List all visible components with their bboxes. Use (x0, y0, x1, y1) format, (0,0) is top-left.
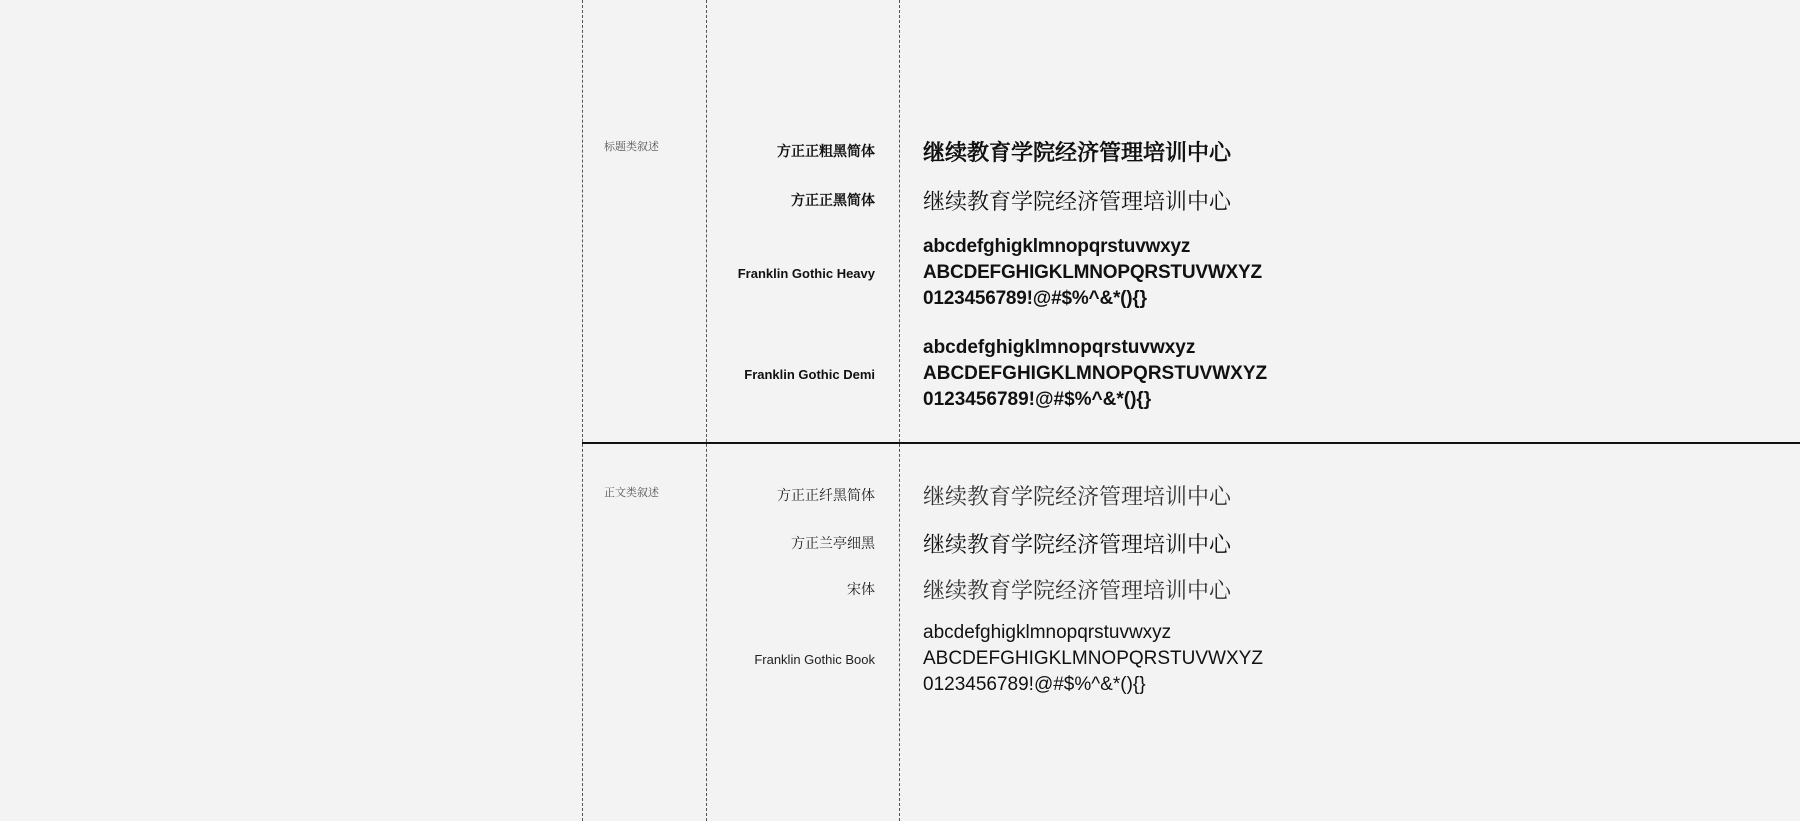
font-name-franklin-gothic-demi: Franklin Gothic Demi (744, 367, 875, 382)
font-sample-franklin-gothic-heavy (923, 234, 1262, 312)
font-sample-songti: 继续教育学院经济管理培训中心 (923, 579, 1232, 604)
font-sample-franklin-gothic-book (923, 620, 1263, 698)
sample-digits-symbols: 0123456789!@#$%^&*(){} (923, 288, 1147, 309)
font-sample-fangzheng-zhengxianhei: 继续教育学院经济管理培训中心 (923, 485, 1232, 510)
font-name-fangzheng-zhengcuhei: 方正正粗黑简体 (777, 144, 875, 160)
font-name-fangzheng-lantingxihei: 方正兰亭细黑 (791, 536, 875, 552)
font-sample-fangzheng-lantingxihei: 继续教育学院经济管理培训中心 (923, 533, 1232, 558)
font-name-songti: 宋体 (847, 582, 875, 598)
sample-uppercase: ABCDEFGHIGKLMNOPQRSTUVWXYZ (923, 262, 1262, 283)
column-divider-3 (899, 0, 900, 821)
sample-lowercase: abcdefghigklmnopqrstuvwxyz (923, 337, 1196, 358)
section-label-title-fonts: 标题类叙述 (604, 140, 659, 153)
column-divider-1 (582, 0, 583, 821)
sample-digits-symbols: 0123456789!@#$%^&*(){} (923, 674, 1146, 695)
font-sample-fangzheng-zhengcuhei: 继续教育学院经济管理培训中心 (923, 141, 1232, 166)
section-label-body-fonts: 正文类叙述 (604, 486, 659, 499)
sample-uppercase: ABCDEFGHIGKLMNOPQRSTUVWXYZ (923, 648, 1263, 669)
sample-lowercase: abcdefghigklmnopqrstuvwxyz (923, 622, 1172, 643)
font-name-franklin-gothic-book: Franklin Gothic Book (754, 652, 875, 667)
font-sample-franklin-gothic-demi (923, 335, 1267, 413)
font-name-fangzheng-zhengxianhei: 方正正纤黑简体 (777, 488, 875, 504)
column-divider-2 (706, 0, 707, 821)
sample-lowercase: abcdefghigklmnopqrstuvwxyz (923, 236, 1191, 257)
font-name-fangzheng-zhenghei: 方正正黑简体 (791, 193, 875, 209)
sample-uppercase: ABCDEFGHIGKLMNOPQRSTUVWXYZ (923, 363, 1268, 384)
font-sample-fangzheng-zhenghei: 继续教育学院经济管理培训中心 (923, 190, 1232, 215)
font-name-franklin-gothic-heavy: Franklin Gothic Heavy (737, 266, 875, 281)
section-divider (582, 442, 1800, 444)
sample-digits-symbols: 0123456789!@#$%^&*(){} (923, 389, 1152, 410)
